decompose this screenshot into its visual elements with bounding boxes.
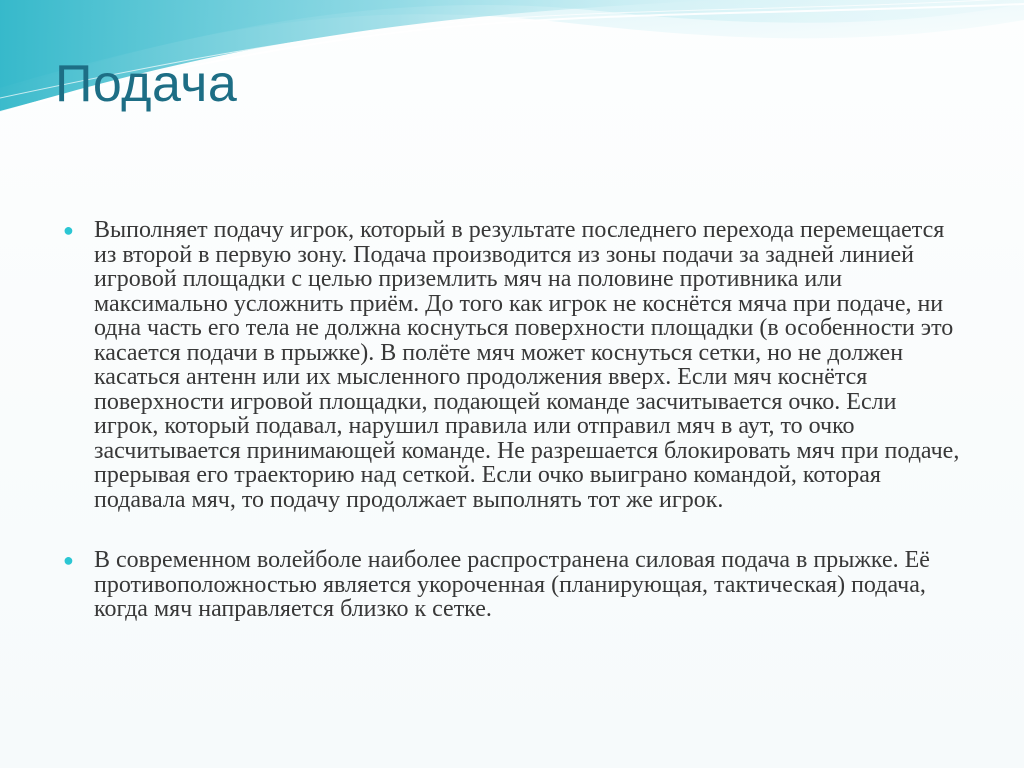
bullet-dot-icon: ● — [63, 220, 74, 240]
bullet-text: В современном волейболе наиболее распространена силовая подача в прыжке. Её противоположностью является укороченная (планирующая, тактическая) подача, когда мяч направляется близко к сетке. — [94, 547, 930, 622]
bullet-item-serve-types — [60, 548, 960, 622]
bullet-item-serve-rules — [60, 218, 960, 512]
bullet-dot-icon: ● — [63, 550, 74, 570]
slide-title: Подача — [55, 55, 238, 113]
bullet-list — [60, 218, 960, 658]
bullet-text: Выполняет подачу игрок, который в результате последнего перехода перемещается из второй в первую зону. Подача производится из зоны подачи за задней линией игровой площадки с целью приземлить мяч на половине противника или максимально усложнить приём. До того как игрок не коснётся мяча при подаче, ни одна часть его тела не должна коснуться поверхности площадки (в особенности это касается подачи в прыжке). В полёте мяч может коснуться сетки, но не должен касаться антенн или их мысленного продолжения вверх. Если мяч коснётся поверхности игровой площадки, подающей команде засчитывается очко. Если игрок, который подавал, нарушил правила или отправил мяч в аут, то очко засчитывается принимающей команде. Не разрешается блокировать мяч при подаче, прерывая его траекторию над сеткой. Если очко выиграно командой, которая подавала мяч, то подачу продолжает выполнять тот же игрок. — [94, 217, 960, 513]
